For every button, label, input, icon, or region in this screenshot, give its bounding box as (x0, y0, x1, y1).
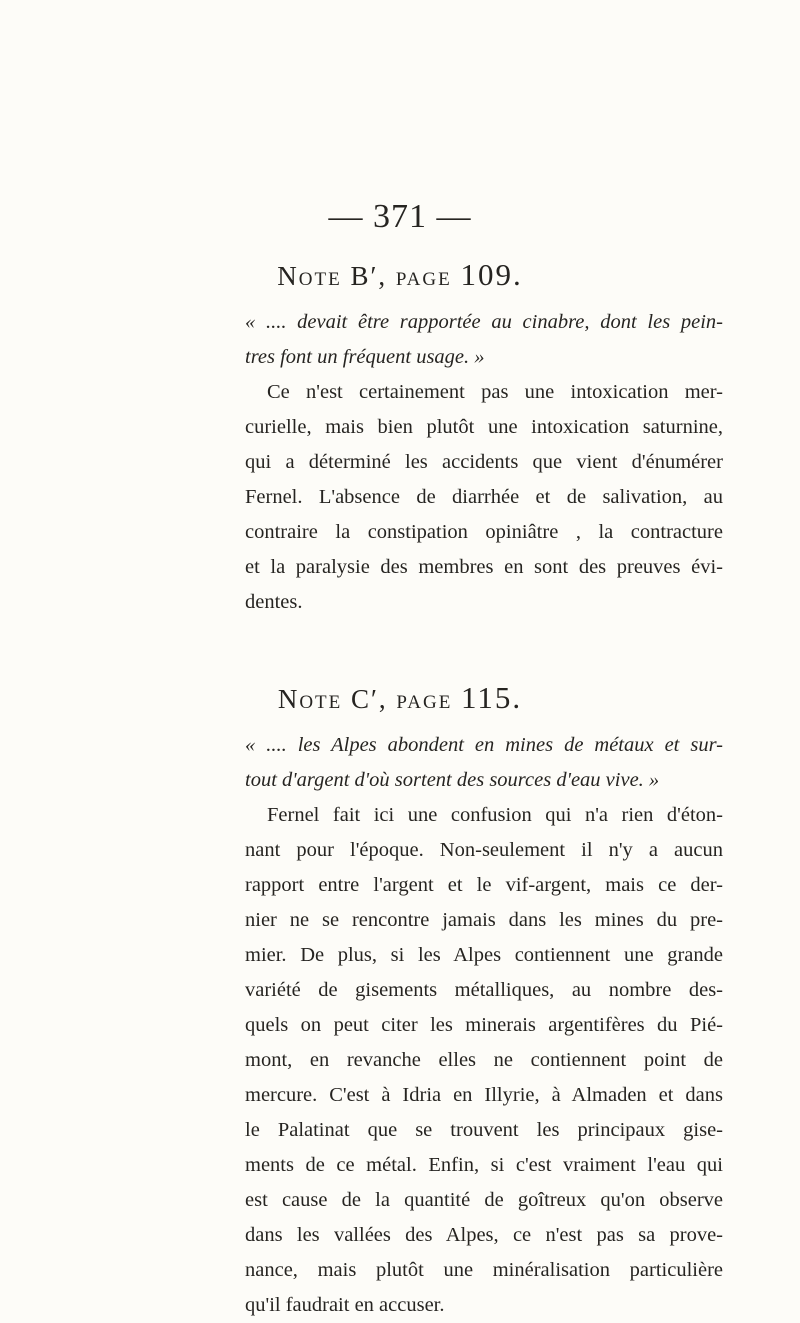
note-b-heading-number: 109. (460, 257, 523, 292)
note-c-body-line: nance, mais plutôt une minéralisation particulière (245, 1259, 723, 1281)
note-c-body-line: nier ne se rencontre jamais dans les mines du pre- (245, 909, 723, 931)
note-c-body-line: rapport entre l'argent et le vif-argent, mais ce der- (245, 874, 723, 896)
note-c-body-line: le Palatinat que se trouvent les principaux gise- (245, 1119, 723, 1141)
note-c-body-line: dans les vallées des Alpes, ce n'est pas sa prove- (245, 1224, 723, 1246)
note-b-heading-prefix: Note B′, page (277, 261, 452, 291)
note-c-body-line: nant pour l'époque. Non-seulement il n'y a aucun (245, 839, 723, 861)
note-b-body-line: et la paralysie des membres en sont des preuves évi- (245, 556, 723, 578)
note-b-section (245, 305, 723, 620)
note-c-body-line: mont, en revanche elles ne contiennent point de (245, 1049, 723, 1071)
note-b-body-line: Fernel. L'absence de diarrhée et de salivation, au (245, 486, 723, 508)
note-c-quote-line: tout d'argent d'où sortent des sources d'eau vive. » (245, 769, 660, 791)
note-c-body-line: est cause de la quantité de goîtreux qu'on observe (245, 1189, 723, 1211)
note-c-body-line: ments de ce métal. Enfin, si c'est vraiment l'eau qui (245, 1154, 723, 1176)
note-b-body-line: Ce n'est certainement pas une intoxication mer- (267, 381, 723, 403)
page-number: — 371 — (328, 198, 472, 235)
note-b-body-line: qui a déterminé les accidents que vient d'énumérer (245, 451, 723, 473)
note-b-body-line: dentes. (245, 591, 303, 613)
note-c-heading-prefix: Note C′, page (277, 684, 453, 714)
note-c-body-line: qu'il faudrait en accuser. (245, 1294, 445, 1316)
note-b-heading (0, 258, 800, 293)
note-b-body-line: curielle, mais bien plutôt une intoxication saturnine, (245, 416, 723, 438)
note-c-quote-line: « .... les Alpes abondent en mines de métaux et sur- (245, 734, 723, 756)
note-c-body-line: Fernel fait ici une confusion qui n'a rien d'éton- (267, 804, 723, 826)
note-c-heading (0, 681, 800, 716)
note-c-body-line: mier. De plus, si les Alpes contiennent une grande (245, 944, 723, 966)
note-b-quote-line: tres font un fréquent usage. » (245, 346, 485, 368)
note-c-body-line: variété de gisements métalliques, au nombre des- (245, 979, 723, 1001)
note-c-section (245, 728, 723, 1323)
note-b-body-line: contraire la constipation opiniâtre , la contracture (245, 521, 723, 543)
note-c-body-line: mercure. C'est à Idria en Illyrie, à Almaden et dans (245, 1084, 723, 1106)
note-b-quote-line: « .... devait être rapportée au cinabre, dont les pein- (245, 311, 723, 333)
note-c-heading-number: 115. (461, 680, 523, 715)
note-c-body-line: quels on peut citer les minerais argentifères du Pié- (245, 1014, 723, 1036)
